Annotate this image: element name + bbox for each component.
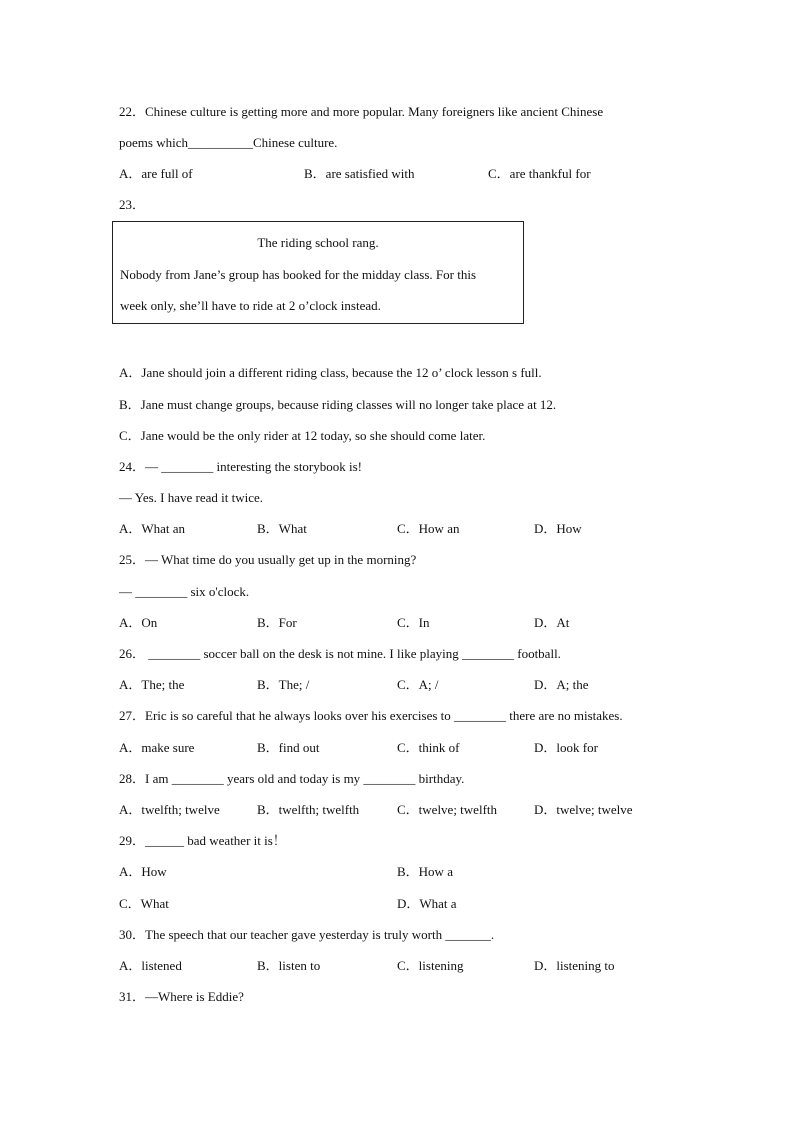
q22-option-a: A．are full of [119, 166, 193, 181]
q25-option-b: B．For [257, 615, 297, 630]
q31-stem-line1: 31．—Where is Eddie? [119, 989, 244, 1004]
q27-stem-line1: 27．Eric is so careful that he always looks over his exercises to ________ there are no mistakes. [119, 708, 623, 723]
q26-option-b: B．The; / [257, 677, 310, 692]
q25-option-c: C．In [397, 615, 430, 630]
q27-option-a: A．make sure [119, 740, 195, 755]
q23-notice-line2: week only, she’ll have to ride at 2 o’clock instead. [120, 298, 381, 313]
q25-stem-line2: — ________ six o'clock. [119, 584, 250, 599]
q29-option-a: A．How [119, 864, 167, 879]
q26-option-a: A．The; the [119, 677, 185, 692]
q24-option-c: C．How an [397, 521, 460, 536]
q24-option-d: D．How [534, 521, 582, 536]
q22-option-c: C．are thankful for [488, 166, 591, 181]
q26-stem-line1: 26． ________ soccer ball on the desk is not mine. I like playing ________ football. [119, 646, 561, 661]
q26-option-d: D．A; the [534, 677, 589, 692]
q25-option-d: D．At [534, 615, 570, 630]
q28-option-a: A．twelfth; twelve [119, 802, 220, 817]
q28-option-c: C．twelve; twelfth [397, 802, 498, 817]
q22-stem-line2: poems which__________Chinese culture. [119, 135, 338, 150]
q23-option-a: A．Jane should join a different riding class, because the 12 o’ clock lesson s full. [119, 365, 542, 380]
q23-notice-box [112, 221, 524, 324]
q30-option-b: B．listen to [257, 958, 321, 973]
q28-option-d: D．twelve; twelve [534, 802, 633, 817]
q29-stem-line1: 29．______ bad weather it is！ [119, 833, 286, 848]
q24-stem-line2: — Yes. I have read it twice. [119, 490, 264, 505]
q25-option-a: A．On [119, 615, 158, 630]
q27-option-d: D．look for [534, 740, 598, 755]
q23-notice-line1: Nobody from Jane’s group has booked for the midday class. For this [120, 267, 477, 282]
q30-stem-line1: 30．The speech that our teacher gave yesterday is truly worth _______. [119, 927, 495, 942]
q22-option-b: B．are satisfied with [304, 166, 415, 181]
q30-option-a: A．listened [119, 958, 182, 973]
q29-option-d: D．What a [397, 896, 457, 911]
q27-option-b: B．find out [257, 740, 320, 755]
q24-option-a: A．What an [119, 521, 186, 536]
q23-option-b: B．Jane must change groups, because riding classes will no longer take place at 12. [119, 397, 557, 412]
q26-option-c: C．A; / [397, 677, 439, 692]
q27-option-c: C．think of [397, 740, 460, 755]
q28-option-b: B．twelfth; twelfth [257, 802, 360, 817]
q29-option-c: C．What [119, 896, 169, 911]
q23-notice-title: The riding school rang. [257, 235, 379, 250]
q24-stem-line1: 24．— ________ interesting the storybook is! [119, 459, 363, 474]
q22-stem-line1: 22．Chinese culture is getting more and more popular. Many foreigners like ancient Chinese [119, 104, 604, 119]
q23-option-c: C．Jane would be the only rider at 12 today, so she should come later. [119, 428, 486, 443]
q30-option-c: C．listening [397, 958, 464, 973]
q29-option-b: B．How a [397, 864, 453, 879]
q23-number: 23． [119, 197, 146, 212]
q30-option-d: D．listening to [534, 958, 615, 973]
q24-option-b: B．What [257, 521, 307, 536]
q28-stem-line1: 28．I am ________ years old and today is my ________ birthday. [119, 771, 465, 786]
q25-stem-line1: 25．— What time do you usually get up in the morning? [119, 552, 417, 567]
